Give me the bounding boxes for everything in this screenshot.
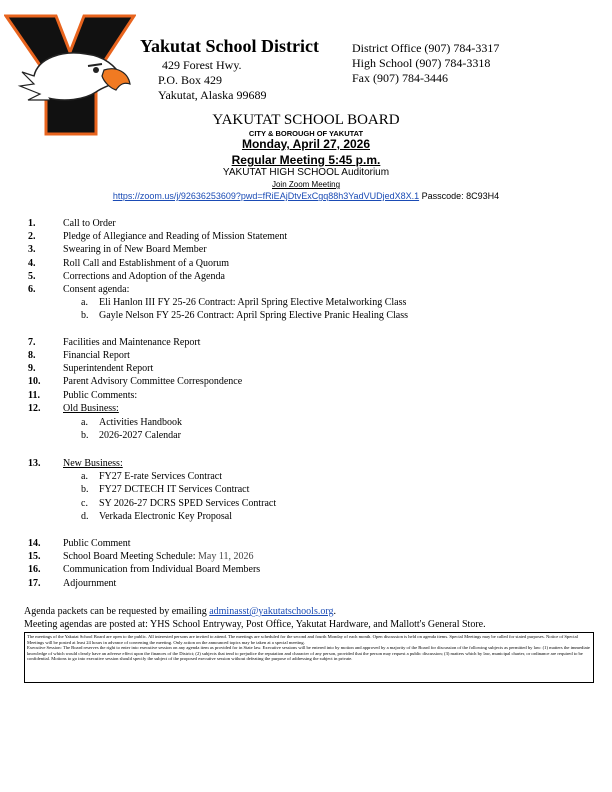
item-number: 9. — [28, 363, 36, 374]
subitem-letter: a. — [81, 297, 88, 308]
item-number: 5. — [28, 271, 36, 282]
board-title: YAKUTAT SCHOOL BOARD — [212, 112, 400, 128]
join-zoom-label: Join Zoom Meeting — [271, 180, 341, 189]
next-meeting-date: May 11, 2026 — [197, 551, 254, 562]
item-number: 17. — [28, 578, 41, 589]
subitem-letter: d. — [81, 511, 89, 522]
item-text: Roll Call and Establishment of a Quorum — [63, 258, 230, 269]
item-number: 13. — [28, 458, 41, 469]
item-number: 4. — [28, 258, 36, 269]
fax-number: Fax (907) 784-3446 — [352, 71, 448, 85]
item-number: 14. — [28, 538, 41, 549]
item-number: 12. — [28, 403, 41, 414]
address-line: 429 Forest Hwy. — [162, 58, 242, 72]
district-name: Yakutat School District — [140, 36, 319, 56]
item-number: 15. — [28, 551, 41, 562]
item-text: Pledge of Allegiance and Reading of Mission Statement — [63, 231, 288, 242]
item-text: New Business: — [63, 458, 123, 469]
subitem-text: Activities Handbook — [99, 417, 183, 428]
subitem-letter: b. — [81, 484, 89, 495]
admin-email-link[interactable]: adminasst@yakutatschools.org — [209, 606, 334, 617]
district-office-phone: District Office (907) 784-3317 — [352, 41, 500, 55]
address-line: Yakutat, Alaska 99689 — [158, 88, 267, 102]
meeting-location: YAKUTAT HIGH SCHOOL Auditorium — [222, 167, 390, 178]
disclaimer-public-meetings: The meetings of the Yakutat School Board are open to the public. All interested persons are invited to attend. The meetings are scheduled for the second and fourth Monday of each month. Open discussion is held on agenda items. Special Meetings may be called for stated purposes. Notice of Special Meetings will be posted at least 24 hours in advance of convening the meeting. Only action on the announced topics may be taken at a special meeting. — [27, 634, 578, 645]
eagle-eye — [93, 67, 99, 73]
item-number: 1. — [28, 218, 36, 229]
item-text: Public Comments: — [63, 390, 138, 401]
subitem-text: FY27 DCTECH IT Services Contract — [99, 484, 250, 495]
subitem-letter: c. — [81, 498, 88, 509]
zoom-line — [0, 191, 612, 201]
item-number: 10. — [28, 376, 41, 387]
subitem-text: Gayle Nelson FY 25-26 Contract: April Spring Elective Pranic Healing Class — [99, 310, 409, 321]
item-text: Communication from Individual Board Members — [63, 564, 261, 575]
item-number: 7. — [28, 337, 36, 348]
item-text: Old Business: — [63, 403, 119, 414]
posting-locations: Meeting agendas are posted at: YHS School Entryway, Post Office, Yakutat Hardware, and Mallott's General Store. — [24, 619, 486, 630]
disclaimer-box — [24, 632, 594, 683]
item-text: Superintendent Report — [63, 363, 154, 374]
subitem-letter: b. — [81, 310, 89, 321]
item-text: Adjournment — [63, 578, 117, 589]
subitem-text: Eli Hanlon III FY 25-26 Contract: April Spring Elective Metalworking Class — [99, 297, 407, 308]
packets-text: Agenda packets can be requested by emailing — [24, 606, 207, 617]
subitem-text: Verkada Electronic Key Proposal — [99, 511, 233, 522]
packets-note: Agenda packets can be requested by emailing adminasst@yakutatschools.org. — [24, 606, 337, 617]
subitem-text: 2026-2027 Calendar — [99, 430, 181, 441]
zoom-link[interactable]: https://zoom.us/j/92636253609?pwd=fRiEAjDtvExCgq88h3YadVUDjedX8X.1 — [112, 191, 420, 201]
item-text: Facilities and Maintenance Report — [63, 337, 201, 348]
meeting-type: Regular Meeting 5:45 p.m. — [231, 153, 381, 167]
zoom-passcode: Passcode: 8C93H4 — [421, 191, 500, 201]
address-line: P.O. Box 429 — [158, 73, 223, 87]
item-number: 6. — [28, 284, 36, 295]
item-text: Public Comment — [63, 538, 131, 549]
item-number: 3. — [28, 244, 36, 255]
item-text: Swearing in of New Board Member — [63, 244, 207, 255]
item-text: Call to Order — [63, 218, 116, 229]
disclaimer-executive-session: Executive Session: The Board reserves the right to enter into executive session on any agenda item as provided for in State law. Executive sessions will be entered into by motion and approved by a majority of the Board for discussion of the following subjects as permitted by law: (1) matters the immediate knowledge of which would clearly have an adverse effect upon the finances of the District; (2) subjects that tend to prejudice the reputation and character of any person, provided that the person may request a public discussion; (3) matters which by law, municipal charter, or ordinance are required to be confidential. Motions to go into executive session should specify the subject of the proposed executive session without defeating the purpose of addressing the subject in private. — [27, 645, 590, 662]
subitem-text: SY 2026-27 DCRS SPED Services Contract — [99, 498, 277, 509]
item-text: School Board Meeting Schedule: — [63, 551, 196, 562]
item-text: Parent Advisory Committee Correspondence — [63, 376, 243, 387]
subitem-text: FY27 E-rate Services Contract — [99, 471, 223, 482]
item-text: Consent agenda: — [63, 284, 130, 295]
item-number: 8. — [28, 350, 36, 361]
item-number: 16. — [28, 564, 41, 575]
item-number: 2. — [28, 231, 36, 242]
city-borough: CITY & BOROUGH OF YAKUTAT — [248, 129, 364, 138]
subitem-letter: a. — [81, 471, 88, 482]
item-text: Financial Report — [63, 350, 130, 361]
meeting-date: Monday, April 27, 2026 — [241, 137, 371, 151]
subitem-letter: b. — [81, 430, 89, 441]
item-number: 11. — [28, 390, 40, 401]
item-text: Corrections and Adoption of the Agenda — [63, 271, 225, 282]
high-school-phone: High School (907) 784-3318 — [352, 56, 491, 70]
subitem-letter: a. — [81, 417, 88, 428]
